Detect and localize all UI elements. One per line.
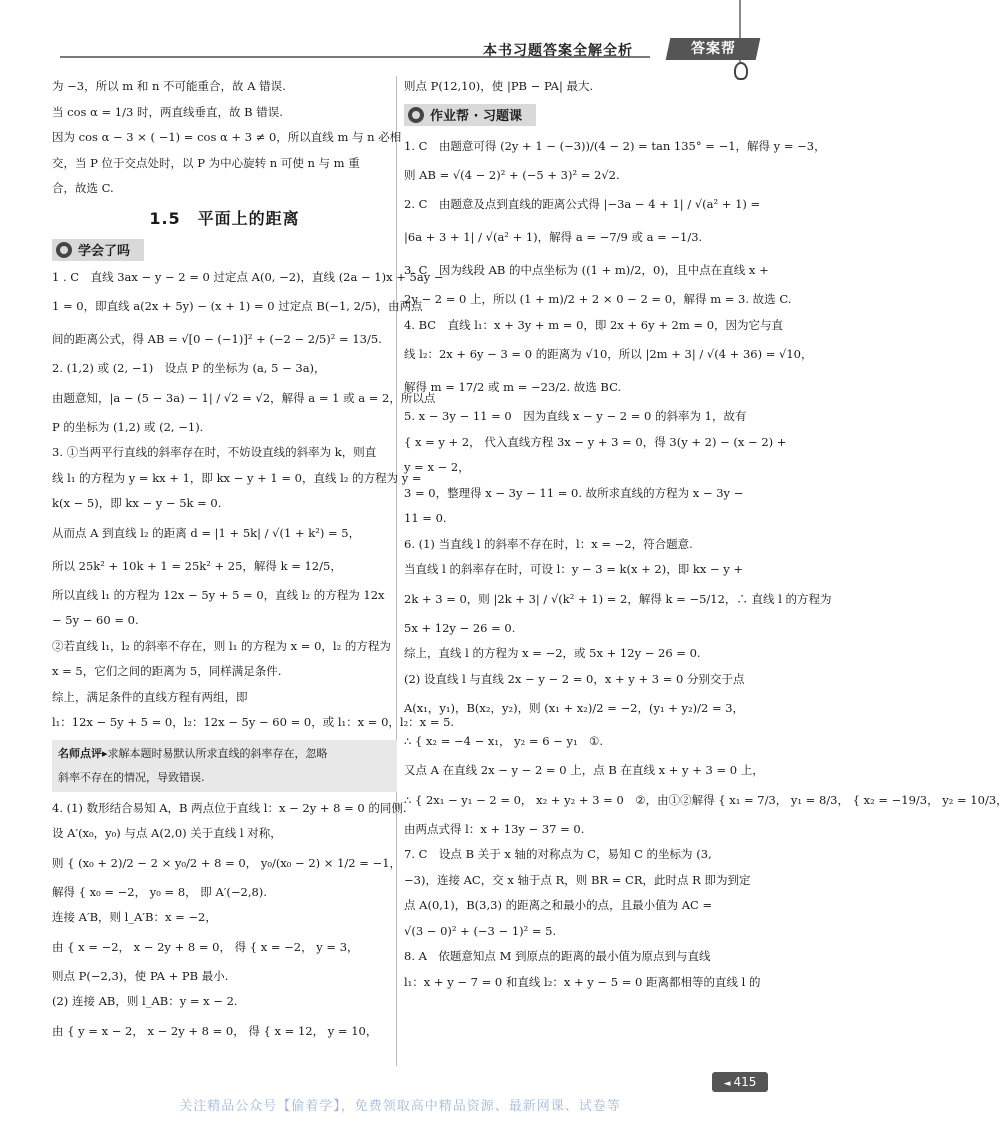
text-line: 4. (1) 数形结合易知 A，B 两点位于直线 l：x − 2y + 8 = 0 的同侧. (52, 800, 407, 815)
section-title: 1.5 平面上的距离 (149, 208, 300, 228)
text-line: 所以 25k² + 10k + 1 = 25k² + 25，解得 k = 12/5， (52, 558, 342, 573)
text-line: 解得 { x₀ = −2， y₀ = 8， 即 A′(−2,8). (52, 884, 267, 899)
text-line: 2. C 由题意及点到直线的距离公式得 |−3a − 4 + 1| / √(a² + 1) = (404, 197, 761, 211)
text-line: 设 A′(x₀，y₀) 与点 A(2,0) 关于直线 l 对称， (52, 826, 282, 840)
text-line: 1 . C 直线 3ax − y − 2 = 0 过定点 A(0, −2)，直线 (2a − 1)x + 5ay − (52, 269, 444, 284)
comment-line: 斜率不存在的情况，导致错误. (58, 770, 205, 784)
comment-text: ▸求解本题时易默认所求直线的斜率存在，忽略 (102, 746, 328, 760)
text-line: 3. C 因为线段 AB 的中点坐标为 ((1 + m)/2，0)，且中点在直线 x + (404, 263, 769, 277)
text-line: 为 −3，所以 m 和 n 不可能重合，故 A 错误. (52, 79, 286, 93)
text-line: 则点 P(−2,3)，使 PA + PB 最小. (52, 968, 229, 983)
text-line: 5. x − 3y − 11 = 0 因为直线 x − y − 2 = 0 的斜率为 1，故有 (404, 409, 747, 423)
text-line: 综上，满足条件的直线方程有两组，即 (52, 689, 248, 704)
text-line: 则 AB = √(4 − 2)² + (−5 + 3)² = 2√2. (404, 167, 620, 182)
text-line: A(x₁，y₁)，B(x₂，y₂)，则 (x₁ + x₂)/2 = −2，(y₁ + y₂)/2 = 3， (404, 701, 745, 715)
text-line: 综上，直线 l 的方程为 x = −2，或 5x + 12y − 26 = 0. (404, 646, 701, 660)
text-line: 点 A(0,1)，B(3,3) 的距离之和最小的点，且最小值为 AC = (404, 898, 713, 912)
text-line: 交，当 P 位于交点处时，以 P 为中心旋转 n 可使 n 与 m 重 (52, 155, 360, 170)
badge-label: 学会了吗 (78, 244, 131, 259)
footer-note: 关注精品公众号【偷着学】，免费领取高中精品资源、最新网课、试卷等 (179, 1099, 621, 1114)
text-line: 2y − 2 = 0 上，所以 (1 + m)/2 + 2 × 0 − 2 = 0，解得 m = 3. 故选 C. (404, 292, 792, 306)
text-line: 由 { y = x − 2， x − 2y + 8 = 0， 得 { x = 12， y = 10， (52, 1023, 378, 1038)
text-line: 因为 cos α − 3 × ( −1) = cos α + 3 ≠ 0，所以直线 m 与 n 必相 (52, 130, 402, 144)
text-line: 3. ①当两平行直线的斜率存在时，不妨设直线的斜率为 k，则直 (52, 445, 377, 459)
header-tag-label: 答案帮 (690, 41, 736, 57)
text-line: 8. A 依题意知点 M 到原点的距离的最小值为原点到与直线 (404, 949, 711, 963)
text-line: 3 = 0，整理得 x − 3y − 11 = 0. 故所求直线的方程为 x − 3y − (404, 485, 744, 500)
left-answers-cont (52, 796, 407, 1048)
text-line: 7. C 设点 B 关于 x 轴的对称点为 C，易知 C 的坐标为 (3, (404, 847, 712, 861)
header-tag (666, 38, 761, 60)
header-title: 本书习题答案全解全析 (483, 43, 633, 59)
text-line: 解得 m = 17/2 或 m = −23/2. 故选 BC. (404, 380, 622, 394)
left-intro (52, 74, 402, 202)
text-line: 合，故选 C. (52, 181, 114, 195)
text-line: 线 l₁ 的方程为 y = kx + 1，即 kx − y + 1 = 0，直线 l₂ 的方程为 y = (52, 470, 422, 485)
text-line: (2) 连接 AB，则 l_AB：y = x − 2. (52, 994, 238, 1008)
text-line: { x = y + 2， 代入直线方程 3x − y + 3 = 0，得 3(y + 2) − (x − 2) + (404, 434, 787, 449)
text-line: ∴ { 2x₁ − y₁ − 2 = 0， x₂ + y₂ + 3 = 0 ②，由①②解得 { x₁ = 7/3， y₁ = 8/3， { x₂ = −19/3， y₂ = 10/3， (404, 792, 1008, 807)
text-line: 由两点式得 l：x + 13y − 37 = 0. (404, 821, 585, 836)
text-line: √(3 − 0)² + (−3 − 1)² = 5. (404, 923, 557, 938)
text-line: l₁：x + y − 7 = 0 和直线 l₂：x + y − 5 = 0 距离都相等的直线 l 的 (404, 974, 761, 989)
comment-line (58, 742, 391, 766)
text-line: 当直线 l 的斜率存在时，可设 l：y − 3 = k(x + 2)，即 kx − y + (404, 562, 744, 576)
text-line: 间的距离公式，得 AB = √[0 − (−1)]² + (−2 − 2/5)² = 13/5. (52, 332, 382, 346)
target-icon (56, 242, 72, 258)
text-line: 从而点 A 到直线 l₂ 的距离 d = |1 + 5k| / √(1 + k²) = 5， (52, 525, 361, 540)
section-badge (52, 239, 144, 261)
text-line: y = x − 2， (404, 460, 470, 474)
text-line: 又点 A 在直线 2x − y − 2 = 0 上，点 B 在直线 x + y + 3 = 0 上， (404, 763, 764, 777)
text-line: ②若直线 l₁，l₂ 的斜率不存在，则 l₁ 的方程为 x = 0，l₂ 的方程为 (52, 638, 391, 653)
text-line: 由 { x = −2， x − 2y + 8 = 0， 得 { x = −2， y = 3， (52, 939, 359, 954)
comment-label: 名师点评 (58, 746, 102, 760)
text-line: (2) 设直线 l 与直线 2x − y − 2 = 0，x + y + 3 = 0 分别交于点 (404, 671, 745, 686)
text-line: 则点 P(12,10)，使 |PB − PA| 最大. (404, 79, 594, 93)
text-line: 所以直线 l₁ 的方程为 12x − 5y + 5 = 0，直线 l₂ 的方程为 12x (52, 587, 385, 602)
text-line: −3)，连接 AC，交 x 轴于点 R，则 BR = CR，此时点 R 即为到定 (404, 872, 751, 887)
text-line: 5x + 12y − 26 = 0. (404, 620, 516, 635)
text-line: 4. BC 直线 l₁：x + 3y + m = 0，即 2x + 6y + 2m = 0，因为它与直 (404, 317, 784, 332)
page-header (0, 0, 800, 68)
text-line: l₁：12x − 5y + 5 = 0，l₂：12x − 5y − 60 = 0，或 l₁：x = 0，l₂：x = 5. (52, 715, 455, 729)
text-line: 由题意知，|a − (5 − 3a) − 1| / √2 = √2，解得 a = 1 或 a = 2，所以点 (52, 390, 436, 405)
teacher-comment (52, 740, 397, 792)
page-number: ◄ 415 (712, 1072, 768, 1092)
right-column (404, 74, 1008, 995)
text-line: 2. (1,2) 或 (2, −1) 设点 P 的坐标为 (a, 5 − 3a)， (52, 361, 326, 375)
right-answers (404, 130, 1008, 996)
text-line: P 的坐标为 (1,2) 或 (2, −1). (52, 419, 204, 434)
text-line: 1. C 由题意可得 (2y + 1 − (−3))/(4 − 2) = tan 135° = −1，解得 y = −3， (404, 138, 826, 153)
text-line: 线 l₂：2x + 6y − 3 = 0 的距离为 √10，所以 |2m + 3| / √(4 + 36) = √10， (404, 347, 813, 361)
text-line: 1 = 0，即直线 a(2x + 5y) − (x + 1) = 0 过定点 B(−1, 2/5)，由两点 (52, 299, 423, 313)
text-line: ∴ { x₂ = −4 − x₁， y₂ = 6 − y₁ ①. (404, 734, 604, 748)
text-line: − 5y − 60 = 0. (52, 613, 139, 627)
text-line: |6a + 3 + 1| / √(a² + 1)，解得 a = −7/9 或 a = −1/3. (404, 230, 703, 244)
text-line: k(x − 5)，即 kx − y − 5k = 0. (52, 496, 222, 510)
text-line: 当 cos α = 1/3 时，两直线垂直，故 B 错误. (52, 104, 283, 119)
target-icon (408, 107, 424, 123)
text-line: 11 = 0. (404, 511, 447, 525)
badge-label: 作业帮 · 习题课 (430, 109, 522, 124)
text-line: 连接 A′B，则 l_A′B：x = −2， (52, 910, 217, 924)
text-line: x = 5，它们之间的距离为 5，同样满足条件. (52, 664, 282, 678)
text-line: 6. (1) 当直线 l 的斜率不存在时，l：x = −2，符合题意. (404, 536, 693, 551)
section-badge (404, 104, 536, 126)
text-line: 则 { (x₀ + 2)/2 − 2 × y₀/2 + 8 = 0， y₀/(x₀ − 2) × 1/2 = −1， (52, 855, 402, 870)
text-line: 2k + 3 = 0，则 |2k + 3| / √(k² + 1) = 2，解得 k = −5/12，∴ 直线 l 的方程为 (404, 591, 832, 606)
